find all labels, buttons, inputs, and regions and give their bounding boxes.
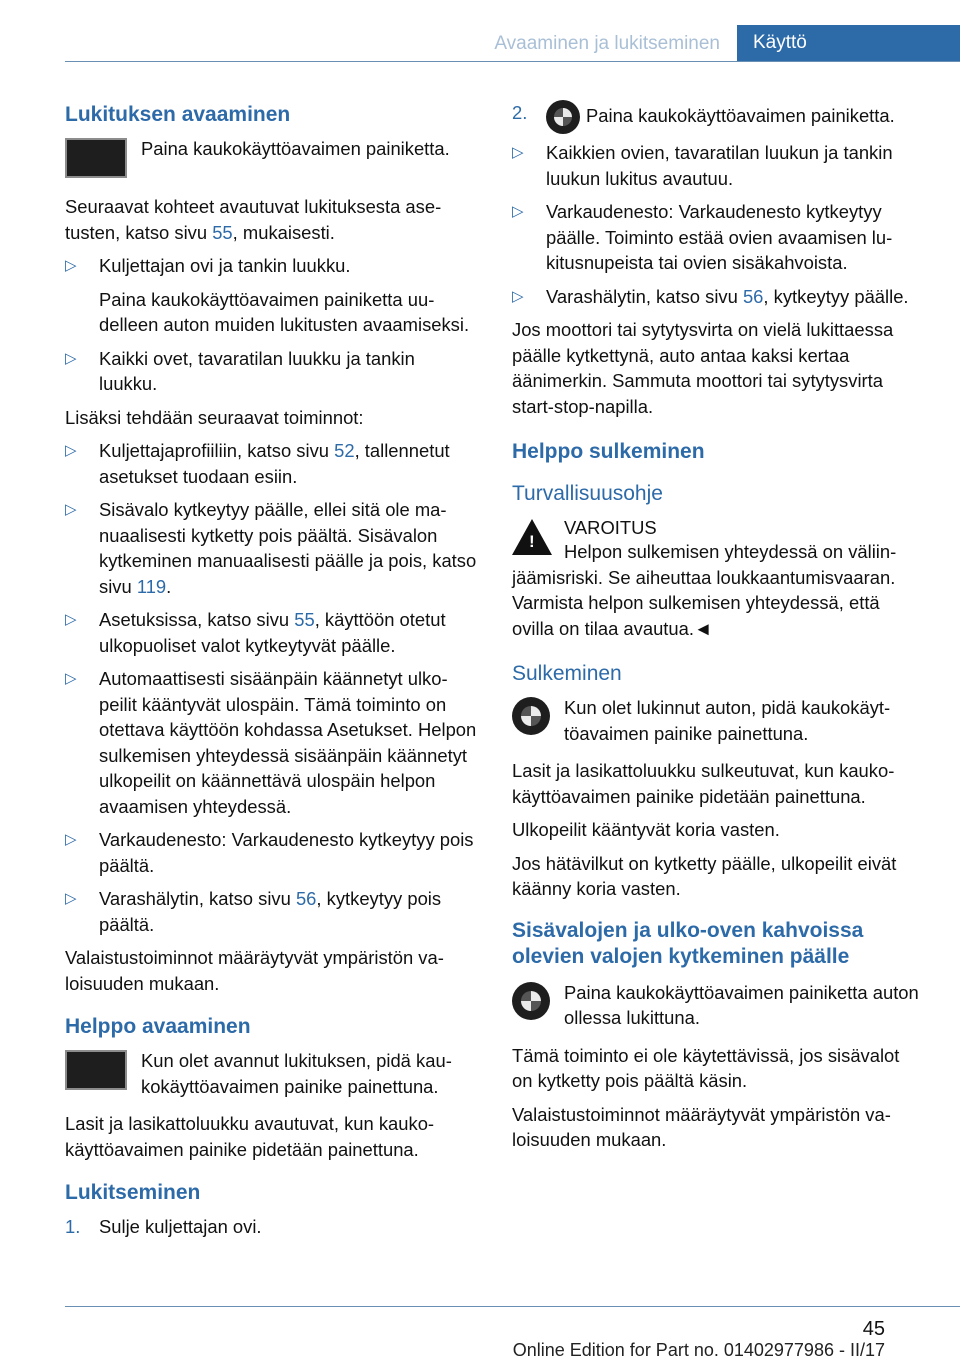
warning-title: VAROITUS bbox=[564, 517, 657, 538]
close-instruction bbox=[512, 695, 924, 746]
unlock-button-icon bbox=[65, 138, 127, 178]
triangle-bullet-icon: ▷ bbox=[65, 670, 77, 687]
warning-block bbox=[512, 515, 924, 561]
page-link[interactable]: 55 bbox=[294, 609, 315, 630]
triangle-bullet-icon: ▷ bbox=[65, 890, 77, 907]
list-item: ▷ Varashälytin, katso sivu 56, kytkeytyy pois päältä. bbox=[65, 888, 442, 935]
paragraph: Seuraavat kohteet avautuvat lukituksesta asetusten, katso sivu 55, mukaisesti. bbox=[65, 196, 442, 243]
numbered-item: 2. Paina kaukokäyttöavaimen painiketta. bbox=[512, 100, 924, 134]
heading-lights: Sisävalojen ja ulko-oven kahvoissa olevien valojen kytkeminen päälle bbox=[512, 918, 864, 968]
triangle-bullet-icon: ▷ bbox=[512, 287, 524, 305]
triangle-bullet-icon: ▷ bbox=[65, 611, 77, 628]
step-number: 2. bbox=[512, 102, 528, 123]
header-rule bbox=[65, 61, 960, 62]
left-column bbox=[65, 100, 477, 1248]
page-link[interactable]: 56 bbox=[742, 285, 764, 307]
list-item: ▷ Varkaudenesto: Varkaudenesto kytkeytyy pois päältä. bbox=[65, 829, 474, 876]
unlock-instruction-text: Paina kaukokäyttöavaimen painiketta. bbox=[141, 138, 450, 159]
heading-easy-close: Helppo sulkeminen bbox=[512, 440, 705, 463]
right-column bbox=[512, 100, 924, 1161]
header-section-title: Avaaminen ja lukitseminen bbox=[494, 33, 720, 54]
paragraph: Tämä toiminto ei ole käytettävissä, jos sisävalot on kytketty pois päältä käsin. bbox=[512, 1044, 900, 1091]
easy-open-instruction-text: Kun olet avannut lukituksen, pidä kaukokäyttöavaimen painike painettuna. bbox=[141, 1050, 452, 1097]
list-item: ▷ Automaattisesti sisäänpäin käännetyt ulkopeilit kääntyvät ulospäin. Tämä toiminto on otettava käyttöön kohdassa Asetukset. Helpon sulkemisen yhteydessä sisäänpäin käännetyt ulkopeilit on käännettävä ulospäin helpon avaamisen yhteydessä. bbox=[65, 668, 477, 817]
header-chapter-tab bbox=[737, 25, 960, 61]
lights-instruction-text: Paina kaukokäyttöavaimen painiketta auton ollessa lukittuna. bbox=[564, 981, 919, 1028]
list-item-sub: Paina kaukokäyttöavaimen painiketta uudelleen auton muiden lukitusten avaamiseksi. bbox=[99, 288, 470, 335]
heading-unlock: Lukituksen avaaminen bbox=[65, 103, 291, 126]
paragraph: Jos moottori tai sytytysvirta on vielä lukittaessa päälle kytkettynä, auto antaa kaksi kertaa äänimerkin. Sammuta moottori tai sytytysvirta start-stop-napilla. bbox=[512, 319, 894, 417]
triangle-bullet-icon: ▷ bbox=[65, 831, 77, 848]
footer-edition: Online Edition for Part no. 01402977986 - II/17 bbox=[512, 1340, 885, 1360]
list-item: ▷ Kaikki ovet, tavaratilan luukku ja tankin luukku. bbox=[65, 347, 415, 394]
triangle-bullet-icon: ▷ bbox=[512, 203, 524, 220]
bmw-key-button-icon bbox=[512, 697, 550, 735]
paragraph: Valaistustoiminnot määräytyvät ympäristön valoisuuden mukaan. bbox=[65, 947, 444, 994]
list-item: ▷ Kaikkien ovien, tavaratilan luukun ja tankin luukun lukitus avautuu. bbox=[512, 142, 893, 189]
paragraph: Lasit ja lasikattoluukku avautuvat, kun kaukokäyttöavaimen painike pidetään painettuna. bbox=[65, 1113, 435, 1160]
page-link[interactable]: 56 bbox=[295, 888, 317, 909]
paragraph: Valaistustoiminnot määräytyvät ympäristön valoisuuden mukaan. bbox=[512, 1103, 891, 1150]
heading-easy-open: Helppo avaaminen bbox=[65, 1015, 251, 1038]
page-number: 45 bbox=[862, 1318, 885, 1340]
lights-instruction bbox=[512, 980, 924, 1031]
unlock-button-icon bbox=[65, 1050, 127, 1090]
list-item: ▷ Kuljettajan ovi ja tankin luukku. bbox=[65, 253, 477, 279]
list-item: ▷ Kuljettajaprofiiliin, katso sivu 52, tallennetut asetukset tuodaan esiin. bbox=[65, 440, 450, 487]
easy-open-instruction bbox=[65, 1048, 477, 1099]
bmw-key-button-icon bbox=[546, 100, 580, 134]
list-item: ▷ Asetuksissa, katso sivu 55, käyttöön otetut ulkopuoliset valot kytkeytyvät päälle. bbox=[65, 609, 446, 656]
unlock-instruction bbox=[65, 136, 477, 182]
triangle-bullet-icon: ▷ bbox=[65, 442, 77, 459]
header-chapter-label: Käyttö bbox=[753, 32, 807, 53]
paragraph: Jos hätävilkut on kytketty päälle, ulkopeilit eivät käänny koria vasten. bbox=[512, 852, 897, 899]
paragraph: Lisäksi tehdään seuraavat toiminnot: bbox=[65, 406, 364, 428]
triangle-bullet-icon: ▷ bbox=[512, 144, 524, 161]
paragraph: Lasit ja lasikattoluukku sulkeutuvat, kun kaukokäyttöavaimen painike pidetään painettuna. bbox=[512, 760, 895, 807]
list-item: ▷ Varashälytin, katso sivu 56, kytkeytyy päälle. bbox=[512, 284, 924, 310]
list-item: ▷ Varkaudenesto: Varkaudenesto kytkeytyy päälle. Toiminto estää ovien avaamisen lukitusnupeista tai ovien sisäkahvoista. bbox=[512, 201, 893, 273]
page-link[interactable]: 119 bbox=[136, 575, 167, 597]
step-number: 1. bbox=[65, 1216, 81, 1237]
page-link[interactable]: 55 bbox=[212, 221, 233, 243]
list-item: ▷ Sisävalo kytkeytyy päälle, ellei sitä ole manuaalisesti kytketty pois päältä. Sisävalon kytkeminen manuaalisesti päälle ja pois, katso sivu 119. bbox=[65, 499, 477, 597]
heading-lock: Lukitseminen bbox=[65, 1181, 201, 1204]
paragraph: Ulkopeilit kääntyvät koria vasten. bbox=[512, 819, 780, 840]
footer-rule bbox=[65, 1306, 960, 1307]
numbered-item: 1. Sulje kuljettajan ovi. bbox=[65, 1214, 477, 1240]
page-link[interactable]: 52 bbox=[334, 440, 355, 461]
triangle-bullet-icon: ▷ bbox=[65, 257, 77, 274]
warning-text: Helpon sulkemisen yhteydessä on väliinjäämisriski. Se aiheuttaa loukkaantumisvaaran. Varmista helpon sulkemisen yhteydessä, että ovilla on tilaa avautua.◄ bbox=[512, 541, 897, 639]
heading-safety: Turvallisuusohje bbox=[512, 482, 663, 505]
triangle-bullet-icon: ▷ bbox=[65, 501, 77, 518]
warning-triangle-icon: ! bbox=[512, 519, 552, 555]
heading-close: Sulkeminen bbox=[512, 662, 622, 685]
triangle-bullet-icon: ▷ bbox=[65, 349, 77, 367]
bmw-key-button-icon bbox=[512, 982, 550, 1020]
close-instruction-text: Kun olet lukinnut auton, pidä kaukokäyttöavaimen painike painettuna. bbox=[564, 697, 891, 744]
